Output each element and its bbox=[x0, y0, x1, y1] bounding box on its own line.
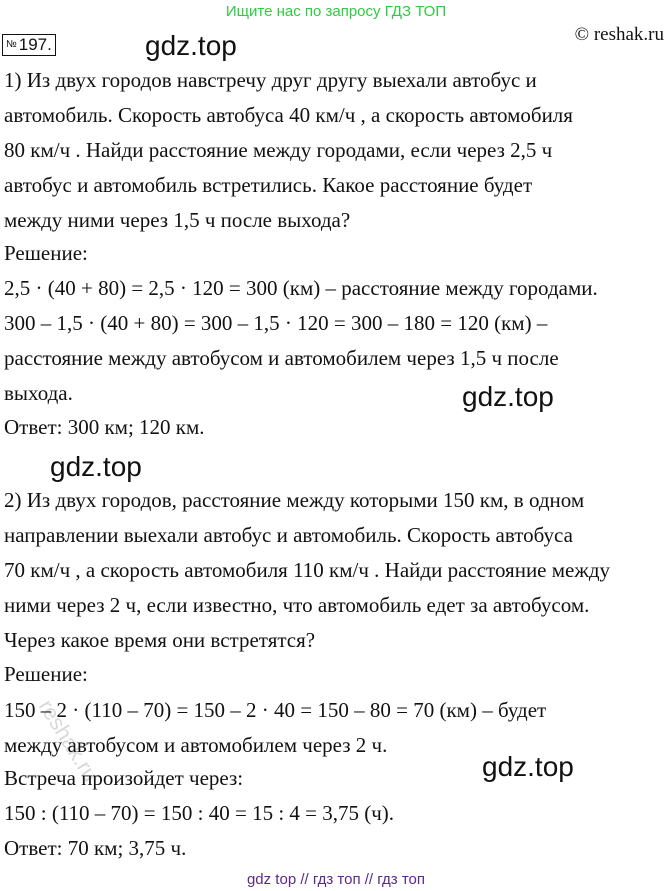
text-line: автобус и автомобиль встретились. Какое расстояние будет bbox=[4, 173, 533, 197]
text-line: 300 – 1,5 · (40 + 80) = 300 – 1,5 · 120 = 300 – 180 = 120 (км) – bbox=[4, 311, 548, 335]
reshak-stamp: reshak.ru bbox=[33, 695, 104, 787]
text-line: 80 км/ч . Найди расстояние между городами, если через 2,5 ч bbox=[4, 138, 553, 162]
text-line: 150 – 2 · (110 – 70) = 150 – 2 · 40 = 150 – 80 = 70 (км) – будет bbox=[4, 698, 547, 722]
text-line: Ответ: 70 км; 3,75 ч. bbox=[4, 836, 187, 860]
text-line: 2) Из двух городов, расстояние между которыми 150 км, в одном bbox=[4, 488, 585, 512]
text-line: ними через 2 ч, если известно, что автомобиль едет за автобусом. bbox=[4, 593, 590, 617]
text-line: выхода. bbox=[4, 381, 73, 405]
watermark: gdz.top bbox=[462, 381, 554, 412]
text-line: Решение: bbox=[4, 241, 88, 265]
text-line: автомобиль. Скорость автобуса 40 км/ч , а скорость автомобиля bbox=[4, 103, 573, 127]
number-sign: № bbox=[6, 39, 17, 50]
text-line: направлении выехали автобус и автомобиль. Скорость автобуса bbox=[4, 523, 573, 547]
footer-links[interactable]: gdz top // гдз топ // гдз топ bbox=[246, 871, 426, 888]
search-banner: Ищите нас по запросу ГДЗ ТОП bbox=[225, 3, 447, 20]
text-line: расстояние между автобусом и автомобилем через 1,5 ч после bbox=[4, 346, 559, 370]
copyright-label: © reshak.ru bbox=[574, 24, 664, 45]
text-line: Встреча произойдет через: bbox=[4, 766, 244, 790]
problem-number: 197. bbox=[18, 35, 52, 54]
text-line: 1) Из двух городов навстречу друг другу выехали автобус и bbox=[4, 68, 537, 92]
text-line: Через какое время они встретятся? bbox=[4, 628, 316, 652]
problem-number-badge bbox=[2, 34, 56, 56]
watermark: gdz.top bbox=[145, 30, 237, 61]
text-line: 70 км/ч , а скорость автомобиля 110 км/ч . Найди расстояние между bbox=[4, 558, 611, 582]
text-line: 2,5 · (40 + 80) = 2,5 · 120 = 300 (км) – расстояние между городами. bbox=[4, 276, 598, 300]
text-line: Ответ: 300 км; 120 км. bbox=[4, 415, 205, 439]
text-line: 150 : (110 – 70) = 150 : 40 = 15 : 4 = 3,75 (ч). bbox=[4, 801, 395, 825]
text-line: Решение: bbox=[4, 662, 88, 686]
text-line: между ними через 1,5 ч после выхода? bbox=[4, 208, 351, 232]
watermark: gdz.top bbox=[50, 451, 142, 482]
watermark: gdz.top bbox=[482, 751, 574, 782]
text-line: между автобусом и автомобилем через 2 ч. bbox=[4, 733, 388, 757]
